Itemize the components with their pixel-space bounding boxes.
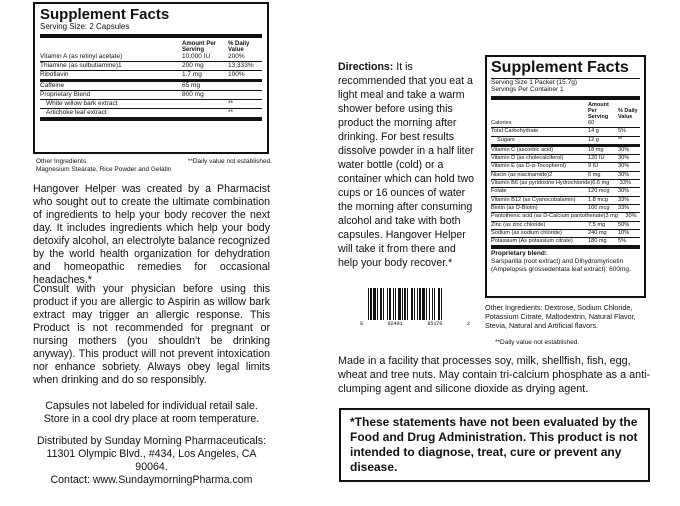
left-facts-header	[40, 41, 262, 53]
row-daily-value: 30%	[618, 171, 630, 178]
col-dv-label: % Daily Value	[228, 41, 250, 54]
left-footnote: **Daily value not established.	[187, 158, 272, 165]
row-daily-value: 10%	[618, 229, 630, 236]
barcode-bar	[438, 288, 440, 320]
row-amount: 120 IU	[588, 155, 605, 162]
row-name: Pantothenic acid (as D-Calcium pantothenate)	[491, 213, 606, 220]
row-name: Vitamin C (ascorbic acid)	[491, 146, 554, 153]
row-daily-value: **	[228, 100, 234, 108]
barcode-digits	[360, 321, 470, 327]
row-amount: 60	[588, 119, 595, 126]
table-row	[40, 99, 262, 108]
row-daily-value: 13,333%	[228, 62, 254, 70]
left-facts-rows	[40, 53, 262, 117]
barcode-bar	[432, 288, 433, 320]
barcode-bar	[370, 288, 372, 320]
row-daily-value: **	[228, 109, 234, 117]
left-other-ingredients	[36, 158, 272, 174]
barcode-group-1: 02401	[387, 321, 403, 327]
row-amount: 9 IU	[588, 163, 599, 170]
table-row	[491, 120, 640, 127]
right-footnote: **Daily value not established.	[495, 339, 580, 346]
barcode-bar	[398, 288, 401, 320]
table-row	[491, 212, 640, 220]
row-name: Vitamin A (as retinyl acetate)	[40, 53, 123, 61]
row-amount: 240 mg	[588, 229, 607, 236]
row-amount: 6 mg	[588, 171, 601, 178]
distributor-block	[33, 435, 270, 487]
row-name: Total Carbohydrate	[491, 128, 539, 135]
other-ingredients-text: Magnesium Stearate, Rice Powder and Gelatin	[36, 166, 172, 173]
row-daily-value: 33%	[618, 204, 630, 211]
barcode-bar	[373, 288, 376, 320]
table-row	[40, 108, 262, 117]
warning-paragraph: Consult with your physician before using this product if you are allergic to Aspirin as willow bark extract may trigger an allergic response. This Product is not recommended for pregnant or nursing mothers (you shouldn't be drinking anyway). This product will not prevent intoxication nor enhance sobriety. Always obey legal limits when drinking and do so responsibly.	[33, 283, 270, 386]
table-row	[40, 70, 262, 79]
row-name: Riboflavin	[40, 71, 69, 79]
directions-text: It is recommended that you eat a light meal and take a warm shower before using this product the morning after drinking. For best results dissolve powder in a half liter water bottle (cold) or a container which can hold two cups or 16 ounces of water the morning after consuming alcohol and take with both capsules. Hangover Helper will take it from there and help your body recover.*	[338, 61, 475, 269]
row-amount: 120 mcg	[588, 188, 610, 195]
row-name: Vitamin D (as cholecalciferol)	[491, 155, 564, 162]
col-dv-label: % Daily Value	[618, 107, 638, 120]
thick-rule	[491, 245, 640, 249]
row-amount: 1.8 mcg	[588, 196, 608, 203]
storage-block	[33, 400, 270, 426]
table-row	[491, 144, 640, 154]
row-amount: 180 mg	[588, 238, 607, 245]
proprietary-blend-text: Sarsparilla (root extract) and Dihydromyricetin (Ampelopsis grossedentata leaf extract): 600mg.	[491, 258, 631, 274]
row-amount: 3 mg	[605, 213, 618, 220]
table-row	[491, 221, 640, 229]
row-daily-value: 5%	[618, 128, 627, 135]
row-amount: 800 mg	[182, 91, 204, 99]
row-name: Biotin (as D-Biotin)	[491, 204, 538, 211]
row-name: Artichoke leaf extract	[46, 109, 107, 117]
left-facts-title: Supplement Facts	[40, 6, 170, 23]
barcode-bar	[395, 288, 396, 320]
table-row	[491, 237, 640, 245]
storage-line-1: Capsules not labeled for individual retail sale.	[45, 400, 258, 412]
row-daily-value: 5%	[618, 238, 627, 245]
row-amount: 65 mg	[182, 82, 201, 90]
barcode-bar	[393, 288, 394, 320]
barcode-bar	[380, 288, 382, 320]
row-name: White willow bark extract	[46, 100, 118, 108]
table-row	[491, 229, 640, 237]
row-name: Proprietary Blend	[40, 91, 91, 99]
directions-paragraph	[338, 60, 476, 270]
row-name: Sugars	[497, 136, 515, 143]
barcode-bar	[417, 288, 418, 320]
barcode-bar	[402, 288, 403, 320]
barcode-left-digit: 8	[360, 321, 364, 327]
row-name: Vitamin E (as D-α-Tocopherol)	[491, 163, 566, 170]
row-name: Caffeine	[40, 82, 65, 90]
barcode-bar	[414, 288, 415, 320]
row-daily-value: 30%	[618, 188, 630, 195]
table-row	[491, 136, 640, 144]
row-name: Zinc (as zinc chloride)	[491, 221, 546, 228]
left-facts-serving: Serving Size: 2 Capsules	[40, 22, 130, 31]
row-daily-value: **	[618, 136, 623, 143]
table-row	[40, 61, 262, 70]
row-amount: 7.5 mg	[588, 221, 606, 228]
barcode-bar	[383, 288, 384, 320]
table-row	[491, 171, 640, 179]
row-amount: 6.6 mg	[592, 180, 610, 187]
proprietary-blend-label: Proprietary blend:	[491, 250, 547, 258]
proprietary-blend	[491, 250, 640, 274]
left-supplement-facts-panel	[33, 2, 269, 154]
thick-rule	[491, 96, 640, 100]
table-row	[491, 127, 640, 135]
row-daily-value: 50%	[618, 221, 630, 228]
barcode-bar	[411, 288, 413, 320]
table-row	[491, 204, 640, 212]
barcode-bar	[434, 288, 435, 320]
right-facts-servings-per-container: Servings Per Container 1	[491, 86, 564, 94]
right-facts-title: Supplement Facts	[491, 59, 629, 76]
storage-line-2: Store in a cool dry place at room temperature.	[43, 413, 260, 425]
table-row	[40, 53, 262, 61]
directions-label: Directions:	[338, 61, 394, 73]
row-daily-value: 30%	[618, 155, 630, 162]
barcode-bar	[407, 288, 408, 320]
row-name: Niacin (as niacinamide)2	[491, 171, 553, 178]
row-amount: 10,000 IU	[182, 53, 211, 61]
row-daily-value: 100%	[228, 71, 245, 79]
thick-rule	[40, 34, 262, 38]
row-amount: 14 g	[588, 128, 599, 135]
row-daily-value: 30%	[625, 213, 637, 220]
right-facts-serving-size: Serving Size 1 Packet (15.7g)	[491, 79, 577, 86]
table-row	[40, 79, 262, 90]
barcode	[360, 288, 470, 330]
barcode-bar	[426, 288, 427, 320]
row-daily-value: 30%	[618, 146, 630, 153]
barcode-group-2: 85170	[427, 321, 443, 327]
row-name: Potassium (As potassium citrate)	[491, 238, 573, 245]
facility-statement: Made in a facility that processes soy, milk, shellfish, fish, egg, wheat and tree nuts. May contain tri-calcium phosphate as a anti-clumping agent and silicone dioxide as drying agent.	[338, 355, 651, 395]
row-daily-value: 33%	[618, 196, 630, 203]
barcode-bar	[422, 288, 425, 320]
table-row	[491, 154, 640, 162]
right-facts-header	[491, 102, 640, 120]
table-row	[491, 179, 640, 187]
barcode-bar	[404, 288, 406, 320]
col-amount-label: Amount Per Serving	[588, 101, 609, 120]
table-row	[40, 90, 262, 99]
right-supplement-facts-panel	[485, 55, 646, 298]
row-name: Folate	[491, 188, 507, 195]
thick-rule	[40, 117, 262, 121]
fda-disclaimer-text: *These statements have not been evaluated by the Food and Drug Administration. This product is not intended to diagnose, treat, cure or prevent any disease.	[350, 415, 638, 474]
row-daily-value: 200%	[228, 53, 245, 61]
barcode-bar	[387, 288, 388, 320]
row-amount: 1.7 mg	[182, 71, 202, 79]
table-row	[491, 196, 640, 204]
fda-disclaimer-box	[339, 408, 650, 482]
barcode-bar	[377, 288, 378, 320]
col-amount-label: Amount Per Serving	[182, 41, 217, 54]
barcode-bar	[441, 288, 442, 320]
row-amount: 100 mcg	[588, 204, 610, 211]
barcode-bar	[429, 288, 430, 320]
row-name: Vitamin B6 (as pyridoxine Hydrochloride)	[491, 180, 593, 187]
row-amount: 12 g	[588, 136, 599, 143]
distributor-line-2: 11301 Olympic Blvd., #434, Los Angeles, CA 90064.	[46, 448, 257, 473]
table-row	[491, 187, 640, 195]
barcode-bar	[389, 288, 391, 320]
row-name: Thiamine (as sulbutiamine)1	[40, 62, 122, 70]
row-amount: 200 mg	[182, 62, 204, 70]
row-name: Calories	[491, 119, 512, 126]
distributor-line-1: Distributed by Sunday Morning Pharmaceuticals:	[36, 435, 267, 447]
other-ingredients-label: Other Ingredients	[36, 158, 87, 165]
table-row	[491, 162, 640, 170]
row-name: Sodium (as sodium chloride)	[491, 229, 562, 236]
row-name: Vitamin B12 (as Cyanocobalamin)	[491, 196, 576, 203]
description-paragraph: Hangover Helper was created by a Pharmacist who sought out to create the ultimate combination of ingredients to help your body recover the next day. It includes ingredients which help your body detoxify alcohol, an electrolyte balance recognized by the world health organization for dehydration and homeopathic remedies for occasional headaches.*	[33, 183, 270, 286]
row-daily-value: 30%	[618, 163, 630, 170]
right-facts-rows	[491, 120, 640, 245]
row-amount: 18 mg	[588, 146, 604, 153]
barcode-bar	[419, 288, 421, 320]
right-other-ingredients: Other Ingredients: Dextrose, Sodium Chloride, Potassium Citrate, Maltodextrin, Natural Flavor, Stevia, Natural and Artificial flavors.	[485, 303, 636, 330]
row-daily-value: 33%	[619, 180, 631, 187]
distributor-contact: Contact: www.SundaymorningPharma.com	[50, 474, 253, 486]
barcode-right-digit: 2	[466, 321, 470, 327]
barcode-bar	[368, 288, 369, 320]
